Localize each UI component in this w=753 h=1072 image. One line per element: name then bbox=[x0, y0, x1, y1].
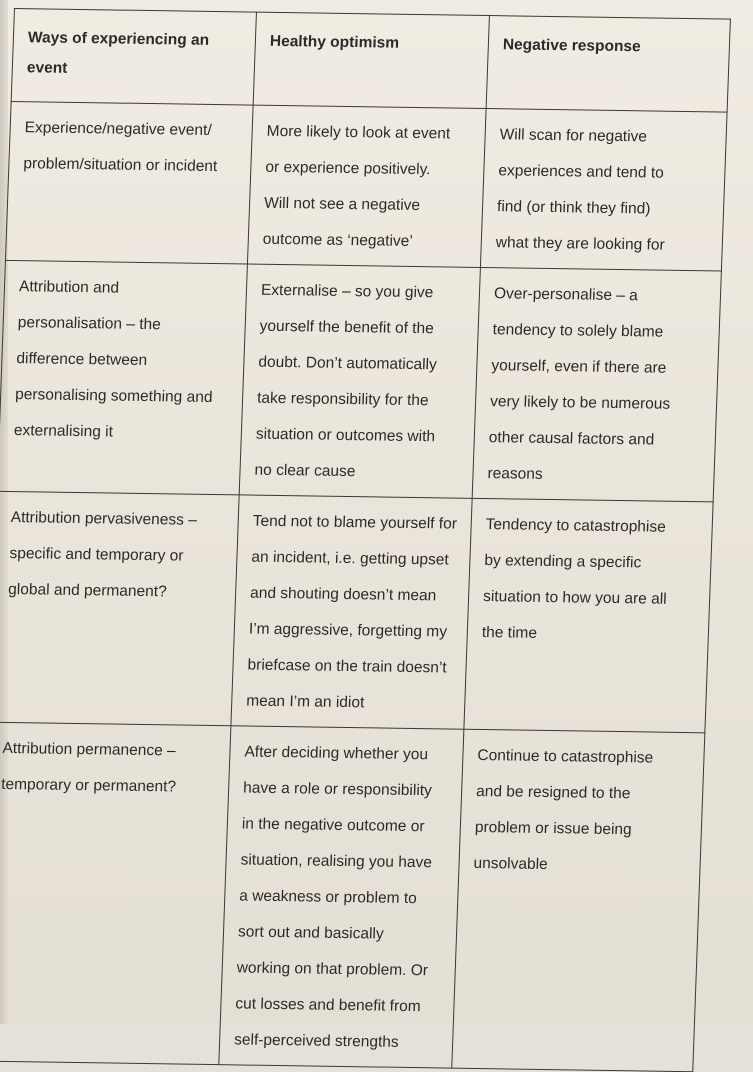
cell-experience-negative bbox=[480, 109, 727, 272]
header-ways-of-experiencing bbox=[11, 9, 256, 106]
cell-text-line: I’m aggressive, forgetting my bbox=[248, 620, 448, 641]
cell-text-line: Attribution pervasiveness – bbox=[10, 509, 198, 529]
cell-text-line: a weakness or problem to bbox=[239, 887, 418, 908]
cell-text-lines bbox=[1, 731, 223, 806]
table-row-pervasiveness bbox=[0, 491, 713, 733]
cell-text-line: self-perceived strengths bbox=[233, 1031, 400, 1051]
cell-text-line: cut losses and benefit from bbox=[235, 995, 421, 1016]
cell-text-line: yourself, even if there are bbox=[491, 357, 667, 377]
cell-text-lines bbox=[254, 273, 472, 492]
cell-text-line: Negative response bbox=[502, 36, 642, 56]
cell-text-line: take responsibility for the bbox=[256, 389, 429, 410]
cell-text-line: Tend not to blame yourself for bbox=[252, 512, 458, 533]
cell-text-line: More likely to look at event bbox=[266, 122, 451, 143]
cell-text-line: Over-personalise – a bbox=[493, 285, 639, 305]
cell-text-line: Continue to catastrophise bbox=[477, 746, 654, 767]
cell-pervasiveness-optimism bbox=[231, 495, 472, 729]
cell-text-line: personalisation – the bbox=[17, 314, 162, 334]
header-negative-response bbox=[486, 16, 730, 113]
cell-text-lines bbox=[23, 110, 245, 185]
cell-text-lines bbox=[269, 27, 480, 60]
cell-text-lines bbox=[234, 735, 456, 1062]
cell-text-line: personalising something and bbox=[14, 386, 213, 406]
cell-permanence-way bbox=[0, 722, 231, 1064]
cell-text-line: outcome as ‘negative’ bbox=[262, 230, 414, 250]
cell-text-lines bbox=[246, 504, 464, 723]
cell-text-line: find (or think they find) bbox=[496, 198, 651, 218]
cell-text-line: Experience/negative event/ bbox=[24, 119, 212, 139]
cell-text-line: the time bbox=[481, 624, 538, 642]
cell-text-line: have a role or responsibility bbox=[242, 779, 433, 800]
cell-text-line: global and permanent? bbox=[7, 580, 168, 601]
cell-experience-optimism bbox=[247, 105, 486, 267]
cell-text-lines bbox=[473, 738, 696, 885]
cell-text-line: an incident, i.e. getting upset bbox=[251, 548, 450, 569]
cell-text-line: yourself the benefit of the bbox=[259, 317, 435, 338]
cell-text-line: experiences and tend to bbox=[498, 162, 665, 182]
cell-permanence-negative bbox=[452, 729, 705, 1071]
cell-text-line: problem/situation or incident bbox=[23, 155, 218, 176]
cell-text-line: mean I’m an idiot bbox=[245, 692, 365, 712]
cell-text-lines bbox=[8, 500, 231, 611]
cell-text-line: difference between bbox=[16, 350, 148, 370]
cell-text-line: reasons bbox=[487, 465, 543, 483]
cell-text-line: very likely to be numerous bbox=[489, 393, 671, 413]
cell-text-line: doubt. Don’t automatically bbox=[258, 353, 438, 374]
cell-text-line: situation, realising you have bbox=[240, 851, 433, 872]
cell-text-line: specific and temporary or bbox=[9, 544, 184, 565]
cell-text-line: sort out and basically bbox=[237, 923, 384, 943]
cell-text-lines bbox=[487, 276, 713, 495]
table-row-experience bbox=[5, 101, 727, 271]
cell-text-line: tendency to solely blame bbox=[492, 321, 664, 341]
cell-personalisation-optimism bbox=[239, 264, 480, 498]
cell-text-lines bbox=[481, 507, 704, 654]
cell-text-line: or experience positively. bbox=[265, 158, 431, 179]
cell-text-line: Will not see a negative bbox=[263, 194, 421, 215]
cell-text-line: Attribution permanence – bbox=[2, 739, 176, 760]
cell-text-lines bbox=[262, 114, 477, 261]
cell-text-line: problem or issue being bbox=[474, 818, 632, 839]
cell-text-lines bbox=[13, 269, 238, 452]
cell-text-line: Ways of experiencing an bbox=[27, 29, 210, 49]
cell-text-lines bbox=[26, 23, 247, 86]
cell-text-line: in the negative outcome or bbox=[241, 815, 425, 836]
cell-permanence-optimism bbox=[219, 726, 464, 1068]
table-row-personalisation bbox=[0, 260, 721, 502]
cell-text-line: After deciding whether you bbox=[244, 743, 429, 764]
cell-personalisation-way bbox=[0, 260, 247, 494]
cell-text-line: Externalise – so you give bbox=[260, 281, 434, 302]
table-container bbox=[0, 8, 730, 1072]
table-row-permanence bbox=[0, 722, 705, 1071]
cell-text-line: situation to how you are all bbox=[482, 588, 667, 608]
cell-text-line: temporary or permanent? bbox=[0, 775, 177, 796]
header-healthy-optimism bbox=[253, 12, 489, 108]
cell-text-line: Attribution and bbox=[18, 278, 120, 297]
cell-text-line: unsolvable bbox=[473, 854, 548, 874]
cell-text-line: situation or outcomes with bbox=[255, 425, 436, 446]
cell-text-lines bbox=[502, 30, 721, 63]
cell-text-line: event bbox=[26, 59, 68, 77]
cell-experience-way bbox=[5, 101, 253, 264]
cell-text-line: what they are looking for bbox=[495, 234, 665, 254]
cell-text-line: by extending a specific bbox=[484, 552, 642, 572]
cell-text-line: externalising it bbox=[13, 422, 114, 441]
cell-text-line: briefcase on the train doesn’t bbox=[247, 656, 447, 677]
cell-text-line: Healthy optimism bbox=[269, 32, 400, 52]
cell-text-line: working on that problem. Or bbox=[236, 959, 429, 980]
cell-pervasiveness-negative bbox=[464, 498, 713, 732]
table-header-row bbox=[11, 9, 730, 113]
cell-text-lines bbox=[495, 117, 718, 264]
cell-text-line: and shouting doesn’t mean bbox=[249, 584, 437, 605]
cell-text-line: no clear cause bbox=[254, 461, 356, 481]
cell-text-line: Tendency to catastrophise bbox=[485, 516, 667, 536]
cell-pervasiveness-way bbox=[0, 491, 239, 725]
cell-text-line: other causal factors and bbox=[488, 429, 655, 449]
optimism-comparison-table bbox=[0, 8, 731, 1072]
cell-text-line: and be resigned to the bbox=[475, 782, 631, 803]
cell-text-line: Will scan for negative bbox=[499, 126, 648, 146]
cell-personalisation-negative bbox=[472, 267, 721, 501]
